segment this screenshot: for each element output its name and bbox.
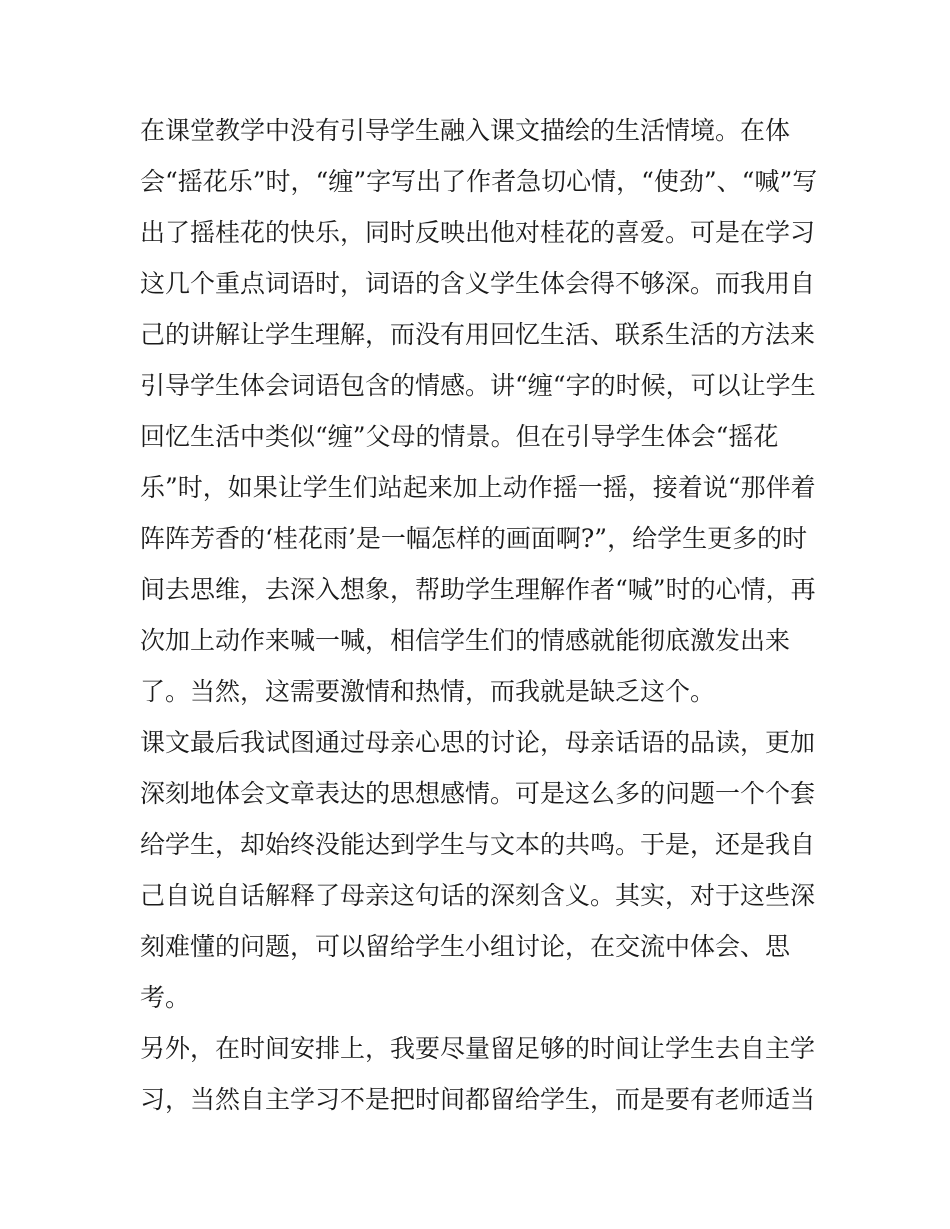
text-line: 习，当然自主学习不是把时间都留给学生，而是要有老师适当 (140, 1085, 816, 1114)
text-line: 在课堂教学中没有引导学生融入课文描绘的生活情境。在体 (140, 116, 791, 145)
text-line: 引导学生体会词语包含的情感。讲“缠“字的时候，可以让学生 (140, 371, 816, 400)
text-line: 会“摇花乐”时，“缠”字写出了作者急切心情，“使劲”、“喊”写 (140, 167, 818, 196)
text-line: 了。当然，这需要激情和热情，而我就是缺乏这个。 (140, 677, 716, 706)
text-line: 这几个重点词语时，词语的含义学生体会得不够深。而我用自 (140, 269, 816, 298)
text-line: 深刻地体会文章表达的思想感情。可是这么多的问题一个个套 (140, 779, 816, 808)
text-line: 己的讲解让学生理解，而没有用回忆生活、联系生活的方法来 (140, 320, 816, 349)
text-line: 间去思维，去深入想象，帮助学生理解作者“喊”时的心情，再 (140, 575, 816, 604)
text-line: 次加上动作来喊一喊，相信学生们的情感就能彻底激发出来 (140, 626, 791, 655)
text-line: 己自说自话解释了母亲这句话的深刻含义。其实，对于这些深 (140, 881, 816, 910)
text-line: 考。 (140, 983, 191, 1012)
text-line: 回忆生活中类似“缠”父母的情景。但在引导学生体会“摇花 (140, 422, 779, 451)
text-line: 乐”时，如果让学生们站起来加上动作摇一摇，接着说“那伴着 (140, 473, 816, 502)
body-text (140, 105, 830, 1125)
text-line: 课文最后我试图通过母亲心思的讨论，母亲话语的品读，更加 (140, 728, 816, 757)
text-line: 阵阵芳香的‘桂花雨’是一幅怎样的画面啊?”，给学生更多的时 (140, 524, 808, 553)
text-line: 另外，在时间安排上，我要尽量留足够的时间让学生去自主学 (140, 1034, 816, 1063)
text-line: 刻难懂的问题，可以留给学生小组讨论，在交流中体会、思 (140, 932, 791, 961)
text-line: 给学生，却始终没能达到学生与文本的共鸣。于是，还是我自 (140, 830, 816, 859)
text-line: 出了摇桂花的快乐，同时反映出他对桂花的喜爱。可是在学习 (140, 218, 816, 247)
